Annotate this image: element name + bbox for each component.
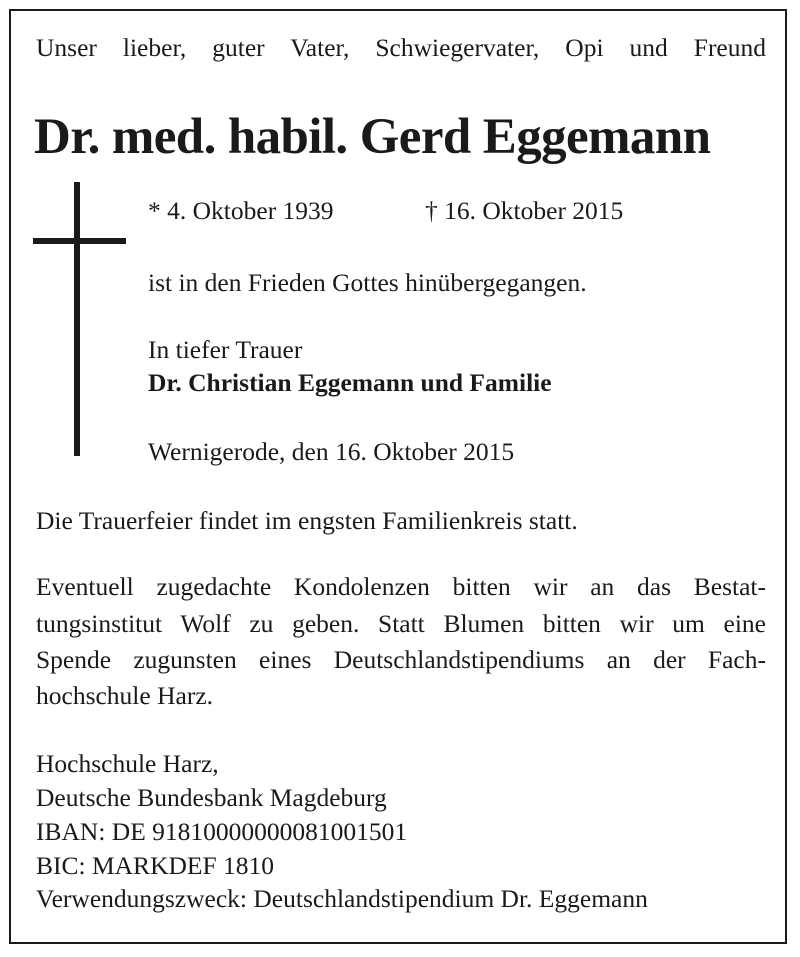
death-date: † 16. Oktober 2015 <box>425 196 624 225</box>
condolence-line: Spende zugunsten eines Deutschlandstipendiums an der Fach- <box>36 645 766 674</box>
place-date: Wernigerode, den 16. Oktober 2015 <box>148 437 515 466</box>
mourners: Dr. Christian Eggemann und Familie <box>148 368 552 397</box>
deceased-name: Dr. med. habil. Gerd Eggemann <box>34 109 711 165</box>
cross-icon <box>74 182 80 456</box>
condolence-line: hochschule Harz. <box>36 681 214 710</box>
mourning-intro: In tiefer Trauer <box>148 335 303 364</box>
bank-purpose: Verwendungszweck: Deutschlandstipendium Dr. Eggemann <box>36 884 648 913</box>
bank-iban: IBAN: DE 91810000000081001501 <box>36 817 408 846</box>
bank-recipient: Hochschule Harz, <box>36 749 219 778</box>
condolence-line: tungsinstitut Wolf zu geben. Statt Blumen bitten wir um eine <box>36 609 766 638</box>
cross-icon-bar <box>33 238 126 244</box>
condolence-line: Eventuell zugedachte Kondolenzen bitten wir an das Bestat- <box>36 572 766 601</box>
birth-date: * 4. Oktober 1939 <box>148 196 334 225</box>
passed-away-text: ist in den Frieden Gottes hinübergegangen. <box>148 268 587 297</box>
funeral-info: Die Trauerfeier findet im engsten Familienkreis statt. <box>36 506 578 535</box>
bank-name: Deutsche Bundesbank Magdeburg <box>36 783 387 812</box>
bank-bic: BIC: MARKDEF 1810 <box>36 851 275 880</box>
intro-line: Unser lieber, guter Vater, Schwiegervater, Opi und Freund <box>36 33 766 62</box>
